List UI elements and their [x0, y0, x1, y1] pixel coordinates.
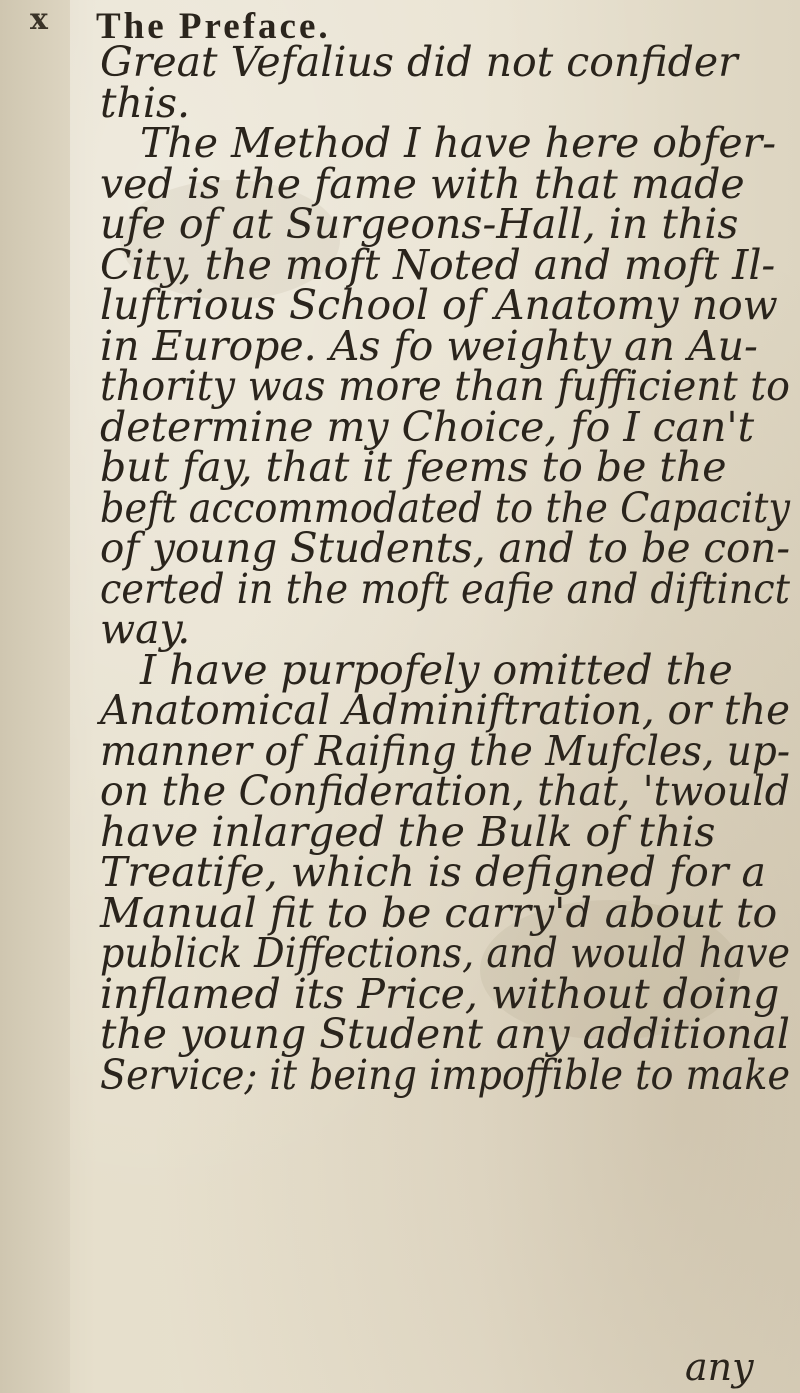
text-line: ufe of at Surgeons-Hall, in this: [100, 200, 739, 248]
text-line: luftrious School of Anatomy now: [100, 281, 778, 329]
text-line: ved is the fame with that made: [100, 159, 745, 208]
text-line: in Europe. As fo weighty an Au-: [100, 321, 758, 370]
text-line: manner of Raifing the Mufcles, up-: [100, 726, 790, 775]
text-line: Anatomical Adminiftration, or the: [100, 686, 790, 734]
text-line: of young Students, and to be con-: [100, 524, 790, 572]
text-line: way.: [100, 605, 191, 653]
text-line: Manual fit to be carry'd about to: [100, 888, 778, 937]
text-line: have inlarged the Bulk of this: [100, 807, 716, 856]
text-line: the young Student any additional: [100, 1010, 790, 1058]
catchword: any: [685, 1345, 754, 1389]
text-line: Service; it being impoffible to make: [100, 1050, 790, 1099]
margin-mark: x: [30, 2, 48, 37]
page-gutter: [0, 0, 70, 1393]
text-line: this.: [100, 78, 191, 127]
body-text: [100, 38, 790, 1099]
text-line: but fay, that it feems to be the: [100, 443, 727, 491]
text-line: publick Diffections, and would have: [100, 929, 790, 977]
text-line: Treatife, which is defigned for a: [100, 848, 766, 896]
text-line: I have purpofely omitted the: [140, 645, 733, 694]
text-line: beft accommodated to the Capacity: [100, 483, 790, 532]
running-head: The Preface.: [96, 6, 331, 47]
text-line: inflamed its Price, without doing: [100, 969, 780, 1018]
text-line: determine my Choice, fo I can't: [100, 402, 755, 451]
text-line: thority was more than fufficient to: [100, 362, 790, 410]
text-line: City, the moft Noted and moft Il-: [100, 240, 776, 289]
text-line: The Method I have here obfer-: [140, 119, 777, 167]
text-line: certed in the moft eafie and diftinct: [100, 564, 790, 613]
text-line: on the Confideration, that, 'twould: [100, 767, 790, 815]
text-line: Great Vefalius did not confider: [100, 38, 738, 86]
